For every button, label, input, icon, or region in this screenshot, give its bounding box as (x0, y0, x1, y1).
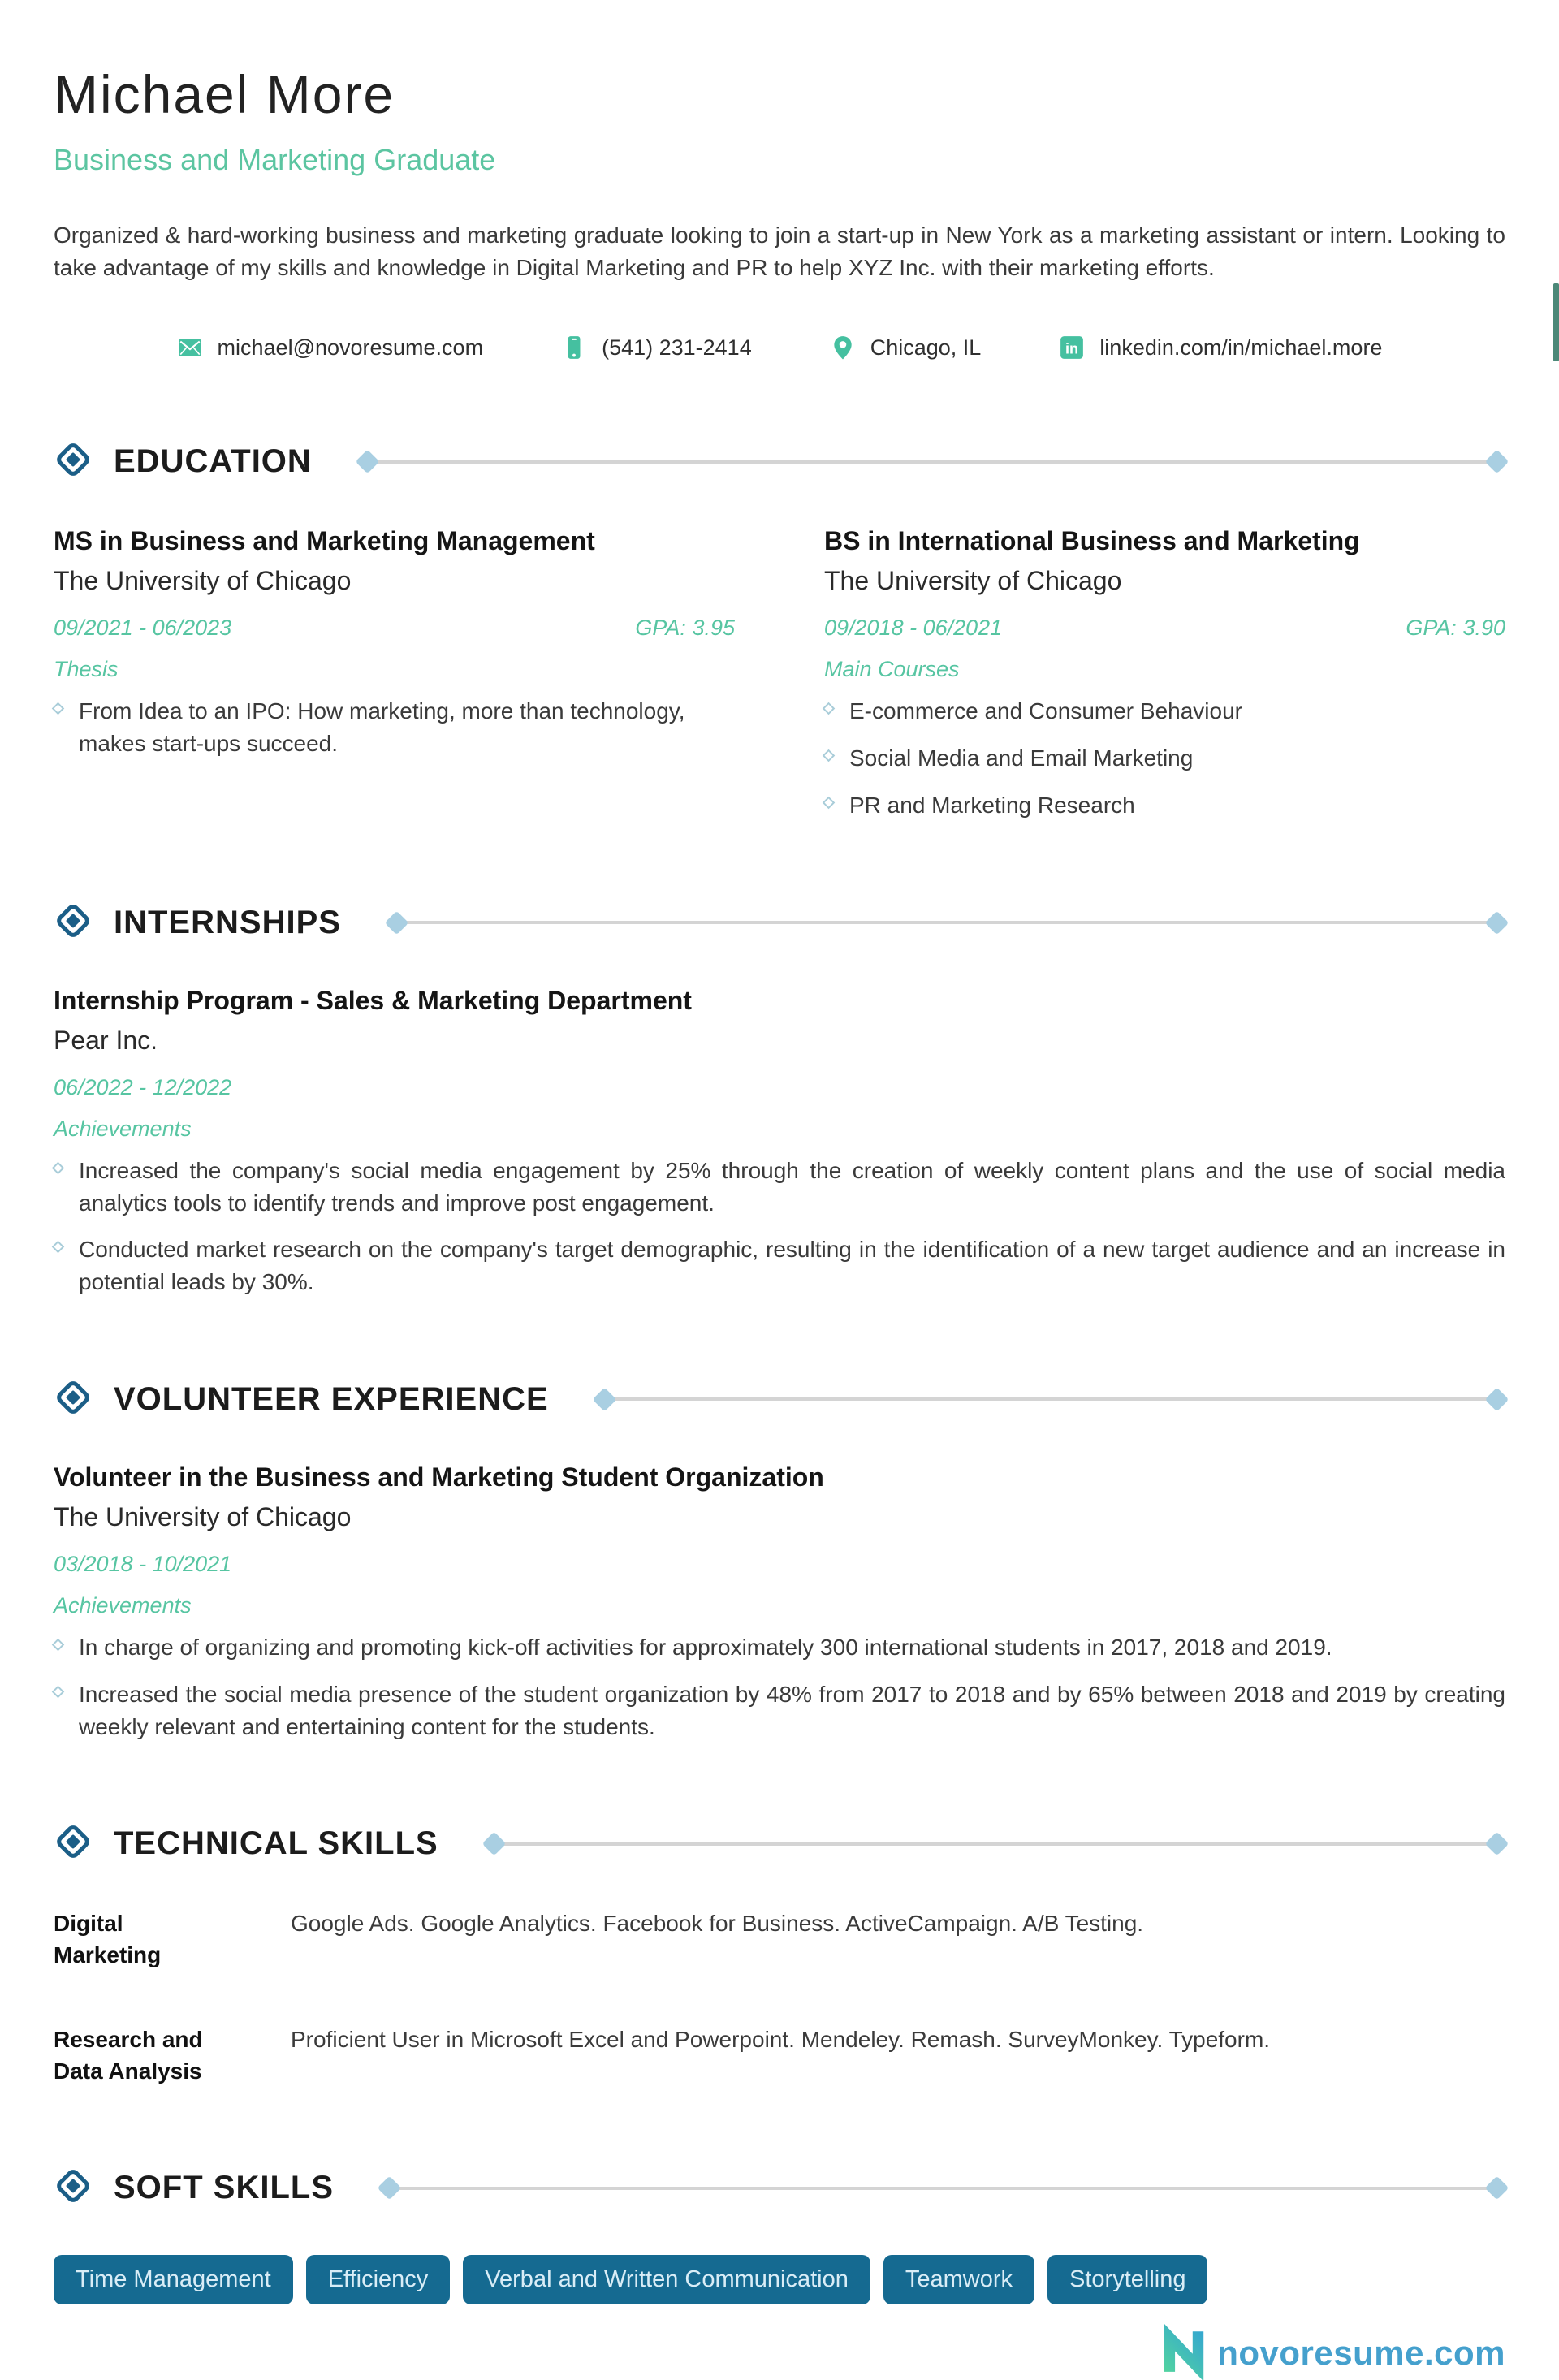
diamond-bullet-icon (823, 749, 836, 762)
email-icon (177, 335, 203, 361)
section-rule (388, 914, 1505, 931)
bullet-item (54, 695, 735, 760)
bullet-item (54, 1678, 1505, 1743)
section-volunteer (54, 1378, 1505, 1743)
section-rule (381, 2179, 1505, 2196)
soft-skill-badge: Verbal and Written Communication (463, 2255, 870, 2304)
rule-diamond-left-icon (378, 2176, 402, 2201)
soft-skill-badge: Teamwork (883, 2255, 1034, 2304)
school-name: The University of Chicago (54, 566, 352, 596)
rule-diamond-right-icon (1485, 910, 1509, 935)
diamond-icon (54, 2166, 93, 2209)
rule-diamond-left-icon (385, 910, 409, 935)
diamond-icon (54, 901, 93, 944)
section-soft-skills (54, 2166, 1505, 2304)
gpa-value: GPA: 3.95 (635, 616, 735, 641)
section-rule (359, 453, 1505, 470)
section-rule (486, 1835, 1505, 1852)
person-title: Business and Marketing Graduate (54, 143, 496, 176)
bullet-item (54, 1631, 1505, 1664)
scrollbar-thumb[interactable] (1553, 283, 1559, 361)
gpa-value: GPA: 3.90 (1406, 616, 1505, 641)
bullet-list (54, 1155, 1505, 1298)
company-name: Pear Inc. (54, 1025, 158, 1055)
section-header (54, 440, 1505, 483)
rule-diamond-right-icon (1485, 1387, 1509, 1411)
bullet-item (54, 1233, 1505, 1298)
organization-name: The University of Chicago (54, 1502, 352, 1532)
entry-sublabel: Achievements (54, 1116, 192, 1141)
location-pin-icon (830, 335, 856, 361)
rule-diamond-left-icon (482, 1832, 506, 1856)
diamond-bullet-icon (52, 1162, 65, 1175)
date-range: 06/2022 - 12/2022 (54, 1074, 232, 1099)
entry-meta (54, 1075, 1505, 1100)
bullet-text: In charge of organizing and promoting kick-off activities for approximately 300 international students in 2017, 2018 and 2019. (79, 1635, 1332, 1661)
phone-icon (561, 335, 587, 361)
diamond-bullet-icon (52, 1241, 65, 1254)
diamond-icon (54, 440, 93, 483)
education-entry (824, 524, 1505, 821)
entry-meta (54, 1552, 1505, 1577)
degree-title: BS in International Business and Marketing (824, 526, 1360, 556)
bullet-text: PR and Marketing Research (849, 792, 1135, 818)
brand-logo (54, 2326, 1505, 2380)
section-title: INTERNSHIPS (114, 904, 341, 940)
date-range: 09/2021 - 06/2023 (54, 616, 232, 641)
skill-row (54, 1907, 1505, 1971)
section-header (54, 901, 1505, 944)
section-header (54, 1378, 1505, 1421)
rule-diamond-right-icon (1485, 1832, 1509, 1856)
entry-meta (824, 616, 1505, 641)
contact-phone-text: (541) 231-2414 (602, 335, 752, 360)
entry-sublabel: Achievements (54, 1593, 192, 1618)
svg-text:in: in (1065, 340, 1079, 357)
bullet-item (824, 789, 1505, 822)
entry-sublabel: Thesis (54, 657, 119, 682)
skill-value: Google Ads. Google Analytics. Facebook for Business. ActiveCampaign. A/B Testing. (291, 1911, 1144, 1937)
degree-title: MS in Business and Marketing Management (54, 526, 595, 556)
diamond-bullet-icon (52, 1639, 65, 1652)
entry-sublabel: Main Courses (824, 657, 960, 682)
internship-title: Internship Program - Sales & Marketing Department (54, 985, 692, 1015)
date-range: 03/2018 - 10/2021 (54, 1552, 232, 1577)
internship-entry (54, 983, 1505, 1298)
bullet-text: From Idea to an IPO: How marketing, more than technology, makes start-ups succeed. (79, 698, 685, 757)
bullet-text: E-commerce and Consumer Behaviour (849, 698, 1242, 724)
soft-skill-badge: Time Management (54, 2255, 293, 2304)
rule-diamond-right-icon (1485, 2176, 1509, 2201)
novoresume-icon (1160, 2326, 1211, 2380)
bullet-item (54, 1155, 1505, 1220)
skill-label: Research and Data Analysis (54, 2026, 203, 2084)
contact-email (177, 335, 484, 361)
section-title: EDUCATION (114, 443, 312, 480)
contact-location-text: Chicago, IL (870, 335, 982, 360)
diamond-bullet-icon (52, 702, 65, 715)
rule-diamond-left-icon (355, 450, 379, 474)
section-title: TECHNICAL SKILLS (114, 1825, 438, 1862)
person-name: Michael More (54, 64, 395, 124)
bullet-list (54, 1631, 1505, 1743)
diamond-bullet-icon (823, 797, 836, 810)
summary-text: Organized & hard-working business and marketing graduate looking to join a start-up in New York as a marketing assistant or intern. Looking to take advantage of my skills and knowledge in Digital Marketing and PR to help XYZ Inc. with their marketing efforts. (54, 222, 1505, 281)
brand-text: novoresume.com (1217, 2333, 1505, 2372)
bullet-text: Social Media and Email Marketing (849, 745, 1194, 771)
rule-line (391, 2187, 1496, 2190)
section-education (54, 440, 1505, 821)
diamond-bullet-icon (823, 702, 836, 715)
bullet-list (824, 695, 1505, 821)
rule-line (369, 460, 1496, 464)
contact-email-text: michael@novoresume.com (217, 335, 484, 360)
education-entries (54, 524, 1505, 821)
section-header (54, 2166, 1505, 2209)
skill-value: Proficient User in Microsoft Excel and Powerpoint. Mendeley. Remash. SurveyMonkey. Typeform. (291, 2026, 1271, 2052)
skills-table (54, 1907, 1505, 2087)
section-title: SOFT SKILLS (114, 2170, 334, 2206)
bullet-item (824, 695, 1505, 728)
contact-linkedin-text: linkedin.com/in/michael.more (1099, 335, 1383, 360)
section-header (54, 1822, 1505, 1865)
volunteer-entry (54, 1460, 1505, 1743)
section-rule (596, 1391, 1505, 1408)
skill-label: Digital Marketing (54, 1911, 162, 1968)
rule-line (606, 1397, 1496, 1401)
bullet-text: Conducted market research on the company's target demographic, resulting in the identification of a new target audience and an increase in potential leads by 30%. (79, 1237, 1505, 1295)
education-entry (54, 524, 735, 821)
rule-diamond-left-icon (592, 1387, 616, 1411)
date-range: 09/2018 - 06/2021 (824, 616, 1003, 641)
bullet-item (824, 742, 1505, 775)
diamond-icon (54, 1378, 93, 1421)
soft-skill-badge: Efficiency (306, 2255, 451, 2304)
contact-phone (561, 335, 752, 361)
rule-line (495, 1842, 1496, 1846)
rule-line (398, 921, 1496, 924)
rule-diamond-right-icon (1485, 450, 1509, 474)
section-technical-skills (54, 1822, 1505, 2087)
bullet-list (54, 695, 735, 760)
school-name: The University of Chicago (824, 566, 1122, 596)
soft-skill-badge: Storytelling (1047, 2255, 1207, 2304)
bullet-text: Increased the social media presence of the student organization by 48% from 2017 to 2018 and by 65% between 2018 and 2019 by creating weekly relevant and entertaining content for the students. (79, 1681, 1505, 1739)
contact-location (830, 335, 982, 361)
entry-meta (54, 616, 735, 641)
diamond-bullet-icon (52, 1685, 65, 1698)
skill-row (54, 2024, 1505, 2087)
contact-linkedin (1059, 335, 1382, 361)
section-title: VOLUNTEER EXPERIENCE (114, 1380, 549, 1417)
section-internships (54, 901, 1505, 1298)
contact-row (54, 335, 1505, 361)
diamond-icon (54, 1822, 93, 1865)
bullet-text: Increased the company's social media engagement by 25% through the creation of weekly content plans and the use of social media analytics tools to identify trends and improve post engagement. (79, 1157, 1505, 1216)
volunteer-title: Volunteer in the Business and Marketing Student Organization (54, 1462, 824, 1492)
linkedin-icon (1059, 335, 1085, 361)
soft-skill-badges (54, 2255, 1505, 2304)
